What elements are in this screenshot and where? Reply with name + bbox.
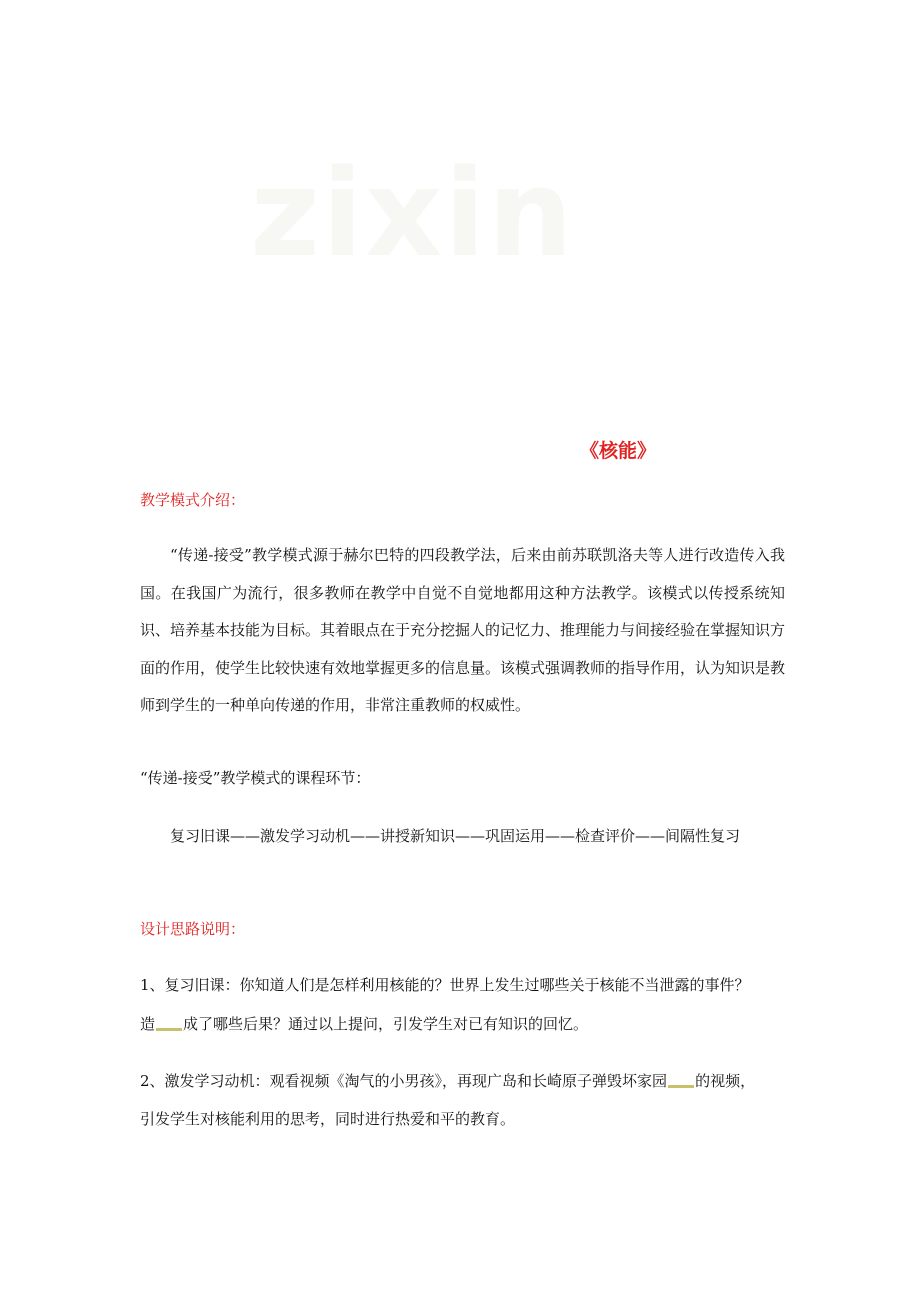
highlight-mark: [668, 1085, 694, 1088]
mode-intro-paragraph: “传递-接受”教学模式源于赫尔巴特的四段教学法，后来由前苏联凯洛夫等人进行改造传入我国。在我国广为流行，很多教师在教学中自觉不自觉地都用这种方法教学。该模式以传授系统知识、培养基本技能为目标。其着眼点在于充分挖掘人的记忆力、推理能力与间接经验在掌握知识方面的作用，使学生比较快速有效地掌握更多的信息量。该模式强调教师的指导作用，认为知识是教师到学生的一种单向传递的作用，非常注重教师的权威性。: [140, 546, 786, 714]
design-item-2-text-after: 的视频，: [695, 1072, 756, 1090]
section-heading-mode-intro: 教学模式介绍：: [140, 491, 246, 509]
design-item-2-text-before: 2、激发学习动机：观看视频《淘气的小男孩》，再现广岛和长崎原子弹毁坏家园: [140, 1072, 668, 1090]
design-item-1-line-2: [140, 1013, 588, 1034]
design-item-1-line-1: 1、复习旧课：你知道人们是怎样利用核能的？世界上发生过哪些关于核能不当泄露的事件？: [140, 976, 750, 994]
document-title: 《核能》: [580, 440, 657, 462]
watermark: zixin: [250, 145, 575, 284]
design-item-1-text-before: 造: [140, 1015, 156, 1033]
section-heading-design: 设计思路说明：: [140, 920, 246, 938]
design-item-1-text-after: 成了哪些后果？通过以上提问，引发学生对已有知识的回忆。: [183, 1015, 589, 1033]
design-item-2-line-1: [140, 1070, 755, 1091]
design-item-2-line-2: 引发学生对核能利用的思考，同时进行热爱和平的教育。: [140, 1110, 516, 1128]
course-steps-text: 复习旧课——激发学习动机——讲授新知识——巩固运用——检查评价——间隔性复习: [170, 827, 741, 845]
course-steps-heading: “传递-接受”教学模式的课程环节：: [140, 769, 371, 787]
highlight-mark: [156, 1028, 182, 1031]
